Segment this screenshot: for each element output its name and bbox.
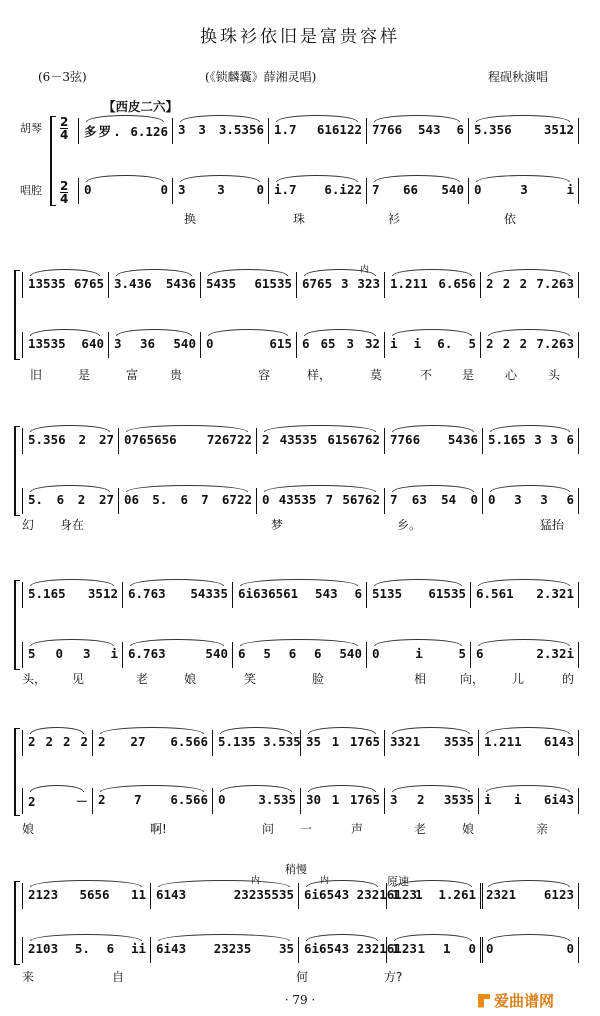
- lyric-syllable: 幻: [22, 518, 35, 532]
- measure: 6 2.32i: [476, 646, 574, 661]
- barline: [578, 178, 579, 204]
- lyric-syllable: 头，: [22, 672, 47, 686]
- mode-marker: 【西皮二六】: [103, 99, 179, 114]
- barline: [578, 883, 579, 909]
- measure: 5.165 3512: [28, 586, 118, 601]
- lyric-syllable: 衫: [388, 212, 401, 226]
- lyric-syllable: 相: [414, 672, 427, 686]
- measure: 3 2 3535: [390, 792, 474, 807]
- slur-mark: [478, 579, 570, 586]
- slur-mark: [264, 425, 376, 432]
- barline: [256, 428, 257, 454]
- slur-mark: [86, 115, 164, 122]
- barline: [108, 272, 109, 298]
- lyric-syllable: 见: [72, 672, 85, 686]
- slur-mark: [276, 115, 358, 122]
- barline: [150, 937, 151, 963]
- measure: i i 6i43: [484, 792, 574, 807]
- slur-mark: [30, 269, 100, 276]
- lyric-syllable: 是: [78, 368, 91, 382]
- slur-mark: [486, 727, 570, 734]
- slur-mark: [208, 269, 288, 276]
- lyric-syllable: 不: [420, 368, 433, 382]
- barline: [578, 730, 579, 756]
- slur-mark: [308, 785, 376, 792]
- barline: [78, 178, 79, 204]
- barline: [212, 788, 213, 814]
- barline: [468, 178, 469, 204]
- slur-mark: [374, 115, 460, 122]
- slur-mark: [208, 329, 288, 336]
- huqin-staff: [0, 730, 600, 756]
- slur-mark: [30, 425, 110, 432]
- measure: 5135 61535: [372, 586, 466, 601]
- lyric-syllable: 笑: [244, 672, 257, 686]
- measure: 3 36 540: [114, 336, 196, 351]
- measure: 2 －: [28, 794, 88, 809]
- lyric-syllable: 乡。: [397, 518, 422, 532]
- slur-mark: [392, 425, 474, 432]
- measure: 2 2 2 2: [28, 734, 88, 749]
- barline: [384, 332, 385, 358]
- slur-mark: [30, 880, 142, 887]
- slur-mark: [476, 115, 570, 122]
- barline: [480, 937, 483, 963]
- measure: 6i43 23235 35: [156, 941, 294, 956]
- lyric-syllable: 的: [562, 672, 575, 686]
- barline: [78, 118, 79, 144]
- measure: 1.211 6143: [484, 734, 574, 749]
- barline: [482, 428, 483, 454]
- lyrics-line: [0, 366, 600, 386]
- barline: [92, 788, 93, 814]
- barline: [200, 272, 201, 298]
- slur-mark: [30, 639, 114, 646]
- measure: 0 3 3 6: [488, 492, 574, 507]
- barline: [366, 582, 367, 608]
- measure: 3 3 3.5356: [178, 122, 264, 137]
- lyric-syllable: 一: [300, 822, 313, 836]
- measure: 6i6543 23216123: [304, 941, 417, 956]
- barline: [468, 118, 469, 144]
- measure: 5435 61535: [206, 276, 292, 291]
- voice-staff: [0, 488, 600, 514]
- slur-mark: [392, 269, 472, 276]
- slur-mark: [490, 485, 570, 492]
- measure: 0 0: [84, 182, 168, 197]
- barline: [212, 730, 213, 756]
- slur-mark: [374, 579, 462, 586]
- barline: [22, 488, 23, 514]
- measure: 2 43535 6156762: [262, 432, 380, 447]
- lyric-syllable: 方?: [384, 970, 403, 984]
- barline: [366, 642, 367, 668]
- site-logo: [478, 990, 554, 1011]
- logo-icon: [478, 994, 490, 1008]
- barline: [480, 272, 481, 298]
- measure: 6 65 3 32: [302, 336, 380, 351]
- slur-mark: [392, 485, 474, 492]
- lyric-syllable: 身在: [60, 518, 85, 532]
- huqin-staff: [0, 883, 600, 909]
- tempo-annotation: 内: [360, 265, 370, 275]
- slur-mark: [304, 329, 376, 336]
- slur-mark: [116, 329, 192, 336]
- slur-mark: [392, 727, 470, 734]
- barline: [578, 642, 579, 668]
- barline: [22, 937, 23, 963]
- measure: 5 0 3 i: [28, 646, 118, 661]
- slur-mark: [86, 175, 164, 182]
- voice-staff: [0, 788, 600, 814]
- barline: [298, 937, 299, 963]
- lyric-syllable: 来: [22, 970, 35, 984]
- huqin-staff: [0, 582, 600, 608]
- measure: 7766 5436: [390, 432, 478, 447]
- barline: [366, 118, 367, 144]
- barline: [300, 788, 301, 814]
- barline: [118, 428, 119, 454]
- barline: [578, 272, 579, 298]
- lyrics-line: [0, 516, 600, 536]
- slur-mark: [30, 785, 84, 792]
- barline: [578, 788, 579, 814]
- barline: [478, 788, 479, 814]
- slur-mark: [220, 727, 292, 734]
- measure: 2103 5. 6 ii: [28, 941, 146, 956]
- slur-mark: [130, 579, 224, 586]
- slur-mark: [264, 485, 376, 492]
- barline: [22, 582, 23, 608]
- lyric-syllable: 旧: [30, 368, 43, 382]
- barline: [384, 788, 385, 814]
- measure: i i 6. 5: [390, 336, 476, 351]
- measure: 2123 5656 11: [28, 887, 146, 902]
- lyric-syllable: 娘: [22, 822, 35, 836]
- tempo-annotation: 内: [251, 876, 261, 886]
- lyric-syllable: 自: [112, 970, 125, 984]
- barline: [296, 332, 297, 358]
- lyrics-line: [0, 210, 600, 230]
- barline: [22, 642, 23, 668]
- barline: [384, 730, 385, 756]
- slur-mark: [240, 639, 358, 646]
- measure: 5.135 3.535: [218, 734, 301, 749]
- lyric-syllable: 问: [262, 822, 275, 836]
- lyric-syllable: 换: [184, 212, 197, 226]
- key-signature: (6－3弦): [38, 70, 87, 84]
- barline: [122, 582, 123, 608]
- lyric-syllable: 莫: [370, 368, 383, 382]
- lyric-syllable: 梦: [271, 518, 284, 532]
- slur-mark: [374, 639, 462, 646]
- lyric-syllable: 依: [504, 212, 517, 226]
- slur-mark: [116, 269, 192, 276]
- measure: 6143 23235535: [156, 887, 294, 902]
- slur-mark: [490, 425, 570, 432]
- slur-mark: [158, 934, 290, 941]
- time-signature-bottom: 4: [60, 128, 69, 142]
- measure: 13535 640: [28, 336, 104, 351]
- measure: 0 615: [206, 336, 292, 351]
- measure: 6 5 6 6 540: [238, 646, 362, 661]
- lyric-syllable: 头: [548, 368, 561, 382]
- measure: 13535 6765: [28, 276, 104, 291]
- measure: 多罗. 6.126: [84, 124, 168, 139]
- measure: 5. 6 2 27: [28, 492, 114, 507]
- measure: 0 i 5: [372, 646, 466, 661]
- measure: 0 43535 7 56762: [262, 492, 380, 507]
- measure: 6.561 2.321: [476, 586, 574, 601]
- slur-mark: [126, 485, 248, 492]
- tempo-annotation: 内: [320, 876, 330, 886]
- barline: [118, 488, 119, 514]
- measure: 3 3 0: [178, 182, 264, 197]
- song-title: 换珠衫依旧是富贵容样: [200, 27, 400, 47]
- barline: [470, 642, 471, 668]
- barline: [22, 332, 23, 358]
- measure: 2 7 6.566: [98, 792, 208, 807]
- source-note: (《锁麟囊》薛湘灵唱): [205, 70, 317, 84]
- barline: [232, 642, 233, 668]
- part-label-huqin: 胡琴: [20, 122, 42, 135]
- barline: [122, 642, 123, 668]
- measure: 30 1 1765: [306, 792, 380, 807]
- barline: [268, 178, 269, 204]
- slur-mark: [488, 329, 570, 336]
- barline: [480, 883, 483, 909]
- lyric-syllable: 儿: [512, 672, 525, 686]
- tempo-annotation: 稍慢: [285, 863, 307, 876]
- lyric-syllable: 娘: [184, 672, 197, 686]
- slur-mark: [180, 175, 260, 182]
- performer: 程砚秋演唱: [488, 70, 549, 84]
- slur-mark: [30, 329, 100, 336]
- huqin-staff: [0, 115, 600, 144]
- slur-mark: [306, 880, 378, 887]
- lyric-syllable: 娘: [462, 822, 475, 836]
- lyric-syllable: 啊!: [150, 822, 167, 836]
- part-label-voice: 唱腔: [20, 184, 42, 197]
- measure: 1 1 1.261: [392, 887, 476, 902]
- lyric-syllable: 珠: [293, 212, 306, 226]
- time-signature-top: 2: [60, 115, 69, 129]
- barline: [108, 332, 109, 358]
- slur-mark: [308, 727, 376, 734]
- huqin-staff: [0, 272, 600, 298]
- slur-mark: [488, 934, 570, 941]
- slur-mark: [100, 727, 204, 734]
- barline: [578, 428, 579, 454]
- barline: [92, 730, 93, 756]
- lyric-syllable: 心: [505, 368, 518, 382]
- barline: [470, 582, 471, 608]
- barline: [256, 488, 257, 514]
- barline: [480, 332, 481, 358]
- measure: 1.211 6.656: [390, 276, 476, 291]
- lyric-syllable: 是: [462, 368, 475, 382]
- slur-mark: [374, 175, 460, 182]
- voice-staff: [0, 178, 600, 204]
- lyric-syllable: 猛抬: [540, 518, 565, 532]
- huqin-staff: [0, 428, 600, 454]
- barline: [478, 730, 479, 756]
- measure: 3.436 5436: [114, 276, 196, 291]
- tempo-annotation: 原速: [387, 875, 409, 888]
- slur-mark: [488, 880, 570, 887]
- barline: [172, 178, 173, 204]
- measure: 0765656 726722: [124, 432, 252, 447]
- slur-mark: [488, 269, 570, 276]
- slur-mark: [240, 579, 358, 586]
- barline: [384, 428, 385, 454]
- voice-staff: [0, 937, 600, 963]
- measure: 1.7 616122: [274, 122, 362, 137]
- lyrics-line: [0, 670, 600, 690]
- lyrics-line: [0, 968, 600, 988]
- measure: 6.763 540: [128, 646, 228, 661]
- lyric-syllable: 富: [126, 368, 139, 382]
- barline: [232, 582, 233, 608]
- measure: 7 63 54 0: [390, 492, 478, 507]
- slur-mark: [392, 785, 470, 792]
- measure: 5.165 3 3 6: [488, 432, 574, 447]
- measure: 6i6543 23216123: [304, 887, 417, 902]
- lyrics-line: [0, 820, 600, 840]
- barline: [578, 118, 579, 144]
- barline: [22, 883, 23, 909]
- lyric-syllable: 老: [136, 672, 149, 686]
- measure: 2 2 2 7.263: [486, 276, 574, 291]
- barline: [22, 272, 23, 298]
- measure: 2321 6123: [486, 887, 574, 902]
- measure: i.7 6.i22: [274, 182, 362, 197]
- lyric-syllable: 声: [351, 822, 364, 836]
- measure: 6765 3 323: [302, 276, 380, 291]
- measure: 1 1 1 0: [392, 941, 476, 956]
- barline: [482, 488, 483, 514]
- barline: [22, 428, 23, 454]
- barline: [366, 178, 367, 204]
- measure: 0 3 i: [474, 182, 574, 197]
- barline: [578, 488, 579, 514]
- slur-mark: [100, 785, 204, 792]
- barline: [22, 788, 23, 814]
- measure: 35 1 1765: [306, 734, 380, 749]
- measure: 5.356 3512: [474, 122, 574, 137]
- barline: [578, 937, 579, 963]
- slur-mark: [392, 329, 472, 336]
- barline: [298, 883, 299, 909]
- barline: [150, 883, 151, 909]
- barline: [200, 332, 201, 358]
- slur-mark: [126, 425, 248, 432]
- barline: [384, 272, 385, 298]
- measure: 7 66 540: [372, 182, 464, 197]
- measure: 2 2 2 7.263: [486, 336, 574, 351]
- slur-mark: [30, 727, 84, 734]
- measure: 0 3.535: [218, 792, 296, 807]
- lyric-syllable: 贵: [170, 368, 183, 382]
- measure: 06 5. 6 7 6722: [124, 492, 252, 507]
- measure: 3321 3535: [390, 734, 474, 749]
- slur-mark: [130, 639, 224, 646]
- slur-mark: [180, 115, 260, 122]
- barline: [268, 118, 269, 144]
- barline: [296, 272, 297, 298]
- measure: 5.356 2 27: [28, 432, 114, 447]
- barline: [172, 118, 173, 144]
- slur-mark: [476, 175, 570, 182]
- slur-mark: [158, 880, 290, 887]
- voice-staff: [0, 332, 600, 358]
- slur-mark: [30, 485, 110, 492]
- lyric-syllable: 何: [296, 970, 309, 984]
- voice-staff: [0, 642, 600, 668]
- lyric-syllable: 向，: [460, 672, 485, 686]
- measure: 2 27 6.566: [98, 734, 208, 749]
- barline: [22, 730, 23, 756]
- logo-text: 爱曲谱网: [494, 992, 555, 1010]
- lyric-syllable: 老: [414, 822, 427, 836]
- slur-mark: [394, 934, 472, 941]
- barline: [578, 582, 579, 608]
- lyric-syllable: 容: [258, 368, 271, 382]
- slur-mark: [30, 934, 142, 941]
- page-number: · 79 ·: [284, 993, 316, 1007]
- lyric-syllable: 亲: [536, 822, 549, 836]
- slur-mark: [486, 785, 570, 792]
- barline: [384, 488, 385, 514]
- lyric-syllable: 样，: [307, 368, 332, 382]
- slur-mark: [220, 785, 292, 792]
- slur-mark: [306, 934, 378, 941]
- slur-mark: [276, 175, 358, 182]
- barline: [578, 332, 579, 358]
- measure: 6.763 54335: [128, 586, 228, 601]
- measure: 0 0: [486, 941, 574, 956]
- lyric-syllable: 脸: [312, 672, 325, 686]
- measure: 7766 543 6: [372, 122, 464, 137]
- time-signature-bottom: 4: [60, 192, 69, 206]
- slur-mark: [30, 579, 114, 586]
- measure: 6i636561 543 6: [238, 586, 362, 601]
- slur-mark: [478, 639, 570, 646]
- time-signature-top: 2: [60, 179, 69, 193]
